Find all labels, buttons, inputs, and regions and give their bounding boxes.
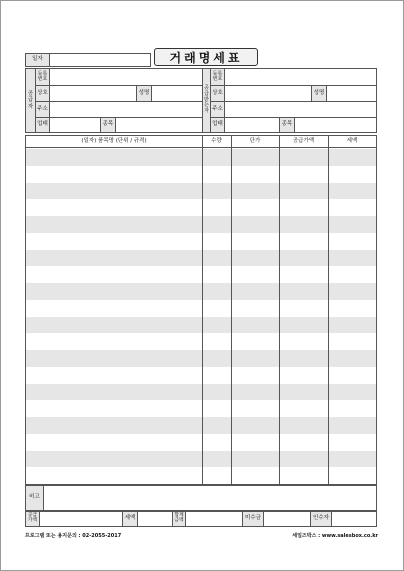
table-row[interactable] bbox=[26, 300, 376, 317]
table-row[interactable] bbox=[26, 333, 376, 350]
table-row[interactable] bbox=[26, 149, 376, 166]
receiver-regno-label: 등록 번호 bbox=[211, 69, 225, 85]
receiver-name-field[interactable] bbox=[327, 86, 376, 101]
supply-amount-label-cell: 공급 가액 bbox=[26, 512, 40, 526]
receiver-company-field[interactable] bbox=[225, 86, 311, 101]
total-field[interactable] bbox=[186, 512, 242, 526]
receiver-regno-field[interactable] bbox=[225, 69, 376, 85]
items-table bbox=[25, 135, 377, 485]
supplier-business-label: 업태 bbox=[36, 118, 50, 132]
table-row[interactable] bbox=[26, 350, 376, 367]
totals-row bbox=[25, 511, 377, 527]
tax-label-cell: 세액 bbox=[122, 512, 138, 526]
receiver-side-label: 공 급 받 는 자 bbox=[203, 69, 211, 132]
unpaid-field[interactable] bbox=[264, 512, 310, 526]
col-header-item: (일자) 품목명 (단위 / 규격) bbox=[26, 136, 202, 148]
supplier-name-label: 성명 bbox=[136, 86, 152, 101]
table-row[interactable] bbox=[26, 417, 376, 434]
receiver-address-label: 주소 bbox=[211, 102, 225, 117]
supply-amount-field[interactable] bbox=[40, 512, 122, 526]
receiver-business-label: 업태 bbox=[211, 118, 225, 132]
col-header-qty: 수량 bbox=[202, 136, 231, 148]
col-header-supply-amount: 공급가액 bbox=[279, 136, 328, 148]
table-row[interactable] bbox=[26, 250, 376, 267]
document-title: 거래명세표 bbox=[154, 48, 258, 66]
supplier-regno-field[interactable] bbox=[50, 69, 202, 85]
receiver-sign-label-cell: 인수자 bbox=[310, 512, 332, 526]
receiver-sign-field[interactable] bbox=[332, 512, 376, 526]
date-box bbox=[25, 53, 151, 67]
date-label-cell bbox=[26, 54, 50, 66]
supplier-company-label: 상호 bbox=[36, 86, 50, 101]
total-label-cell: 합계 금액 bbox=[172, 512, 186, 526]
receiver-company-label: 상호 bbox=[211, 86, 225, 101]
supplier-regno-label: 등록 번호 bbox=[36, 69, 50, 85]
supplier-side-label: 공 급 자 bbox=[26, 69, 36, 132]
receiver-business-field[interactable] bbox=[225, 118, 279, 132]
supplier-company-field[interactable] bbox=[50, 86, 136, 101]
remarks-box bbox=[25, 485, 377, 511]
receiver-address-field[interactable] bbox=[225, 102, 376, 117]
supplier-category-label: 종목 bbox=[100, 118, 116, 132]
footer-website: 세일즈박스 : www.salesbox.co.kr bbox=[292, 533, 378, 539]
remarks-field[interactable] bbox=[44, 486, 376, 510]
table-row[interactable] bbox=[26, 216, 376, 233]
party-block bbox=[25, 68, 377, 133]
receiver-name-label: 성명 bbox=[311, 86, 327, 101]
supplier-business-field[interactable] bbox=[50, 118, 100, 132]
supplier-category-field[interactable] bbox=[116, 118, 202, 132]
footer-contact: 프로그램 또는 용지문의 : 02-2055-2017 bbox=[25, 533, 122, 539]
receiver-category-label: 종목 bbox=[279, 118, 295, 132]
supplier-address-label: 주소 bbox=[36, 102, 50, 117]
table-row[interactable] bbox=[26, 266, 376, 283]
table-row[interactable] bbox=[26, 467, 376, 484]
col-header-unit-price: 단가 bbox=[231, 136, 279, 148]
table-row[interactable] bbox=[26, 434, 376, 451]
table-row[interactable] bbox=[26, 166, 376, 183]
table-row[interactable] bbox=[26, 233, 376, 250]
table-row[interactable] bbox=[26, 183, 376, 200]
unpaid-label-cell: 미수금 bbox=[242, 512, 264, 526]
date-field[interactable] bbox=[50, 54, 150, 66]
table-row[interactable] bbox=[26, 451, 376, 468]
date-label: 일자 bbox=[32, 56, 43, 63]
col-header-tax: 세액 bbox=[328, 136, 376, 148]
table-row[interactable] bbox=[26, 283, 376, 300]
table-row[interactable] bbox=[26, 384, 376, 401]
remarks-label-cell: 비고 bbox=[26, 486, 44, 510]
table-row[interactable] bbox=[26, 400, 376, 417]
receiver-category-field[interactable] bbox=[295, 118, 376, 132]
table-row[interactable] bbox=[26, 199, 376, 216]
table-row[interactable] bbox=[26, 367, 376, 384]
supplier-name-field[interactable] bbox=[152, 86, 202, 101]
supplier-address-field[interactable] bbox=[50, 102, 202, 117]
table-row[interactable] bbox=[26, 317, 376, 334]
